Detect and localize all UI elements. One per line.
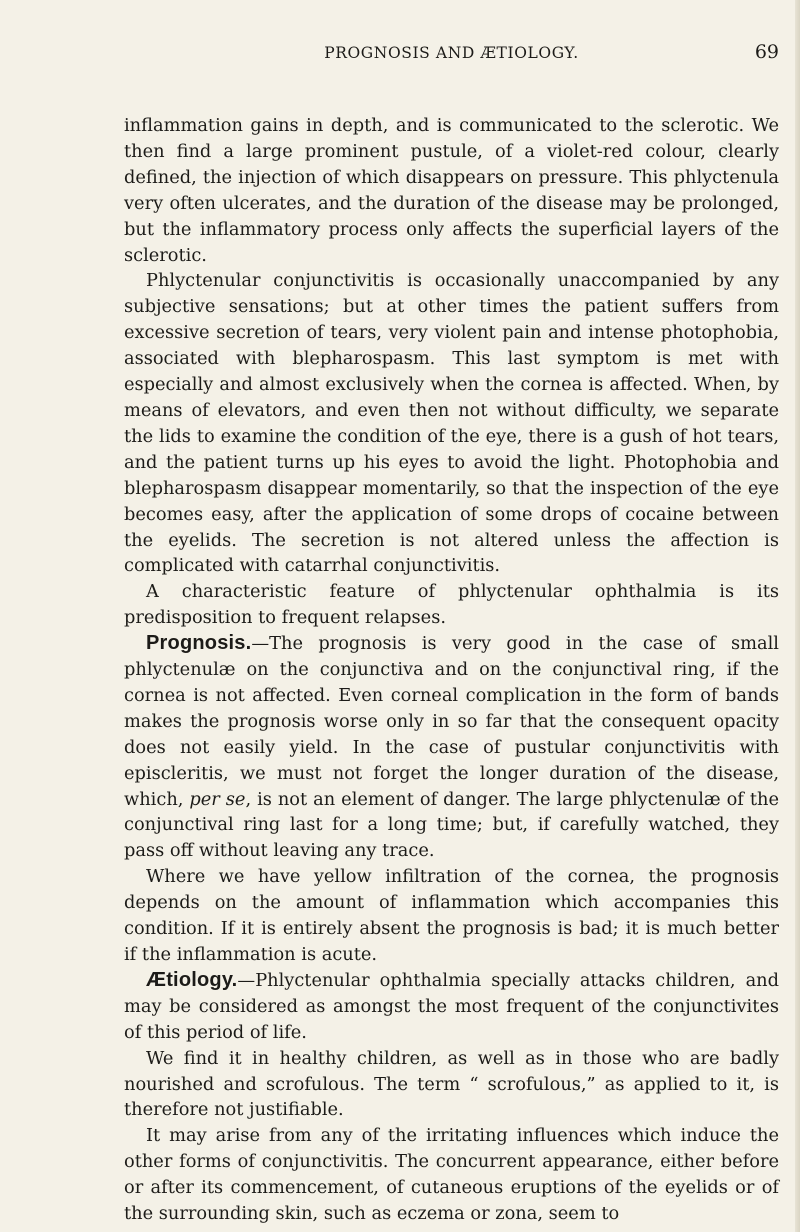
- section-heading-prognosis: Prognosis.: [146, 632, 252, 655]
- page-number: 69: [754, 41, 779, 63]
- paragraph-3: A characteristic feature of phlyctenular ophthalmia is its predisposition to frequent relapses.: [124, 581, 779, 629]
- prognosis-italic: per se: [189, 788, 246, 810]
- running-head: PROGNOSIS AND ÆTIOLOGY.: [324, 44, 579, 62]
- paragraph-prognosis: [124, 631, 779, 864]
- prognosis-text-b: , is not an element of danger. The large phlyctenulæ of the conjunctival ring last for a long time; but, if carefully watched, they pass off without leaving any trace.: [124, 788, 779, 862]
- page-header: [124, 41, 779, 70]
- section-heading-aetiology: Ætiology.: [146, 968, 238, 991]
- paragraph-2: Phlyctenular conjunctivitis is occasionally unaccompanied by any subjective sensations; but at other times the patient suffers from excessive secretion of tears, very violent pain and intense photophobia, associated with blepharospasm. This last symptom is met with especially and almost exclusively when the cornea is affected. When, by means of elevators, and even then not without difficulty, we separate the lids to examine the condition of the eye, there is a gush of hot tears, and the patient turns up his eyes to avoid the light. Photophobia and blepharospasm disappear momentarily, so that the inspection of the eye becomes easy, after the application of some drops of cocaine between the eyelids. The secretion is not altered unless the affection is complicated with catarrhal conjunctivitis.: [124, 270, 779, 577]
- page-edge: [795, 0, 800, 1232]
- paragraph-8: It may arise from any of the irritating influences which induce the other forms of conjunctivitis. The concurrent appearance, either before or after its commencement, of cutaneous eruptions of the eyelids or of the surrounding skin, such as eczema or zona, seem to: [124, 1125, 779, 1225]
- prognosis-text-a: —The prognosis is very good in the case of small phlyctenulæ on the conjunctiva and on the conjunctival ring, if the cornea is not affected. Even corneal complication in the form of bands makes the prognosis worse only in so far that the consequent opacity does not easily yield. In the case of pustular conjunctivitis with episcleritis, we must not forget the longer duration of the disease, which,: [124, 633, 779, 810]
- paragraph-1: inflammation gains in depth, and is communicated to the sclerotic. We then find a large prominent pustule, of a violet-red colour, clearly defined, the injection of which disappears on pressure. This phlyctenula very often ulcerates, and the duration of the disease may be prolonged, but the inflammatory process only affects the superficial layers of the sclerotic.: [124, 115, 779, 266]
- body-text: [124, 113, 779, 1227]
- paragraph-aetiology: [124, 968, 779, 1046]
- aetiology-text: —Phlyctenular ophthalmia specially attacks children, and may be considered as amongst the most frequent of the conjunctivites of this period of life.: [124, 969, 779, 1043]
- paragraph-5: Where we have yellow infiltration of the cornea, the prognosis depends on the amount of inflammation which accompanies this condition. If it is entirely absent the prognosis is bad; it is much better if the inflammation is acute.: [124, 866, 779, 965]
- paragraph-7: We find it in healthy children, as well as in those who are badly nourished and scrofulous. The term “ scrofulous,” as applied to it, is therefore not justifiable.: [124, 1047, 779, 1121]
